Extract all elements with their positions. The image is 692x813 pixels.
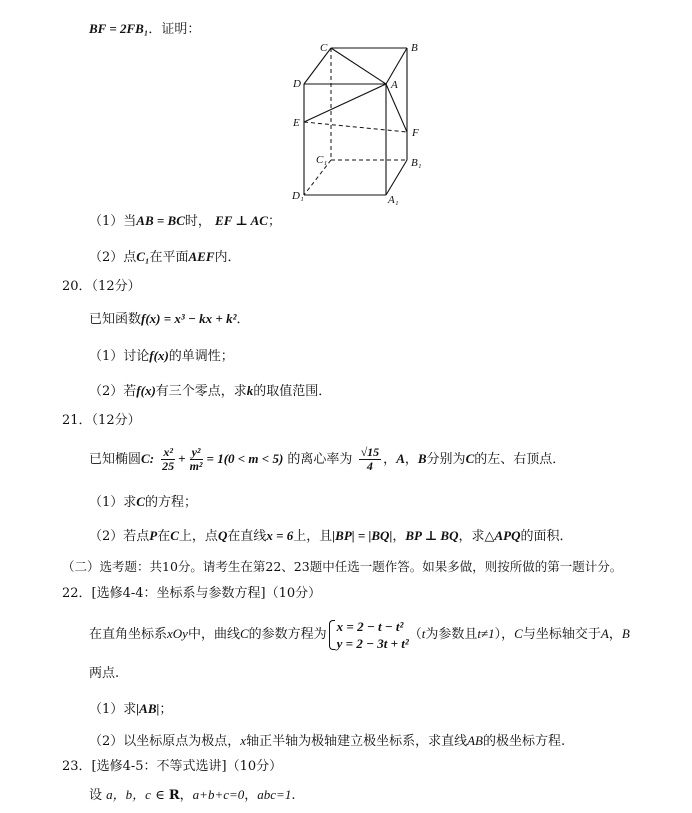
q21-header: 21．（12分） — [62, 413, 141, 428]
q20-statement: 已知函数f(x) = x³ − kx + k²． — [89, 311, 250, 327]
label-B1: B₁ — [411, 157, 422, 169]
param-system: x = 2 − t − t² y = 2 − 3t + t² — [327, 618, 409, 652]
q19-intro: BF = 2FB₁．证明： — [89, 21, 201, 37]
label-B: B — [411, 42, 418, 54]
q22-statement-cont: 两点. — [89, 666, 120, 681]
label-E: E — [293, 117, 300, 129]
q22-statement: 在直角坐标系xOy中，曲线C的参数方程为 x = 2 − t − t² y = 2 − 3t + t² （t为参数且t≠1），C与坐标轴交于A，B — [89, 618, 630, 651]
label-D1: D₁ — [292, 190, 304, 202]
q23-statement: 设 a，b，c ∈ R，a+b+c=0，abc=1. — [89, 787, 296, 803]
frac-ecc: $\frac{√15}{4}$ — [360, 445, 380, 473]
label-C: C — [320, 42, 328, 54]
q21-part1: （1）求C的方程； — [89, 494, 197, 510]
q19-condition: BF = 2FB₁ — [89, 21, 149, 36]
label-A1: A₁ — [388, 194, 399, 206]
q22-part1: （1）求|AB|； — [89, 701, 173, 717]
q22-part2: （2）以坐标原点为极点，x轴正半轴为极轴建立极坐标系，求直线AB的极坐标方程. — [89, 733, 566, 749]
label-A: A — [391, 79, 398, 91]
q19-part1: （1）当AB = BC时， EF ⊥ AC； — [89, 213, 281, 229]
label-C1: C₁ — [316, 154, 328, 166]
label-D: D — [293, 78, 301, 90]
frac-y2: $\frac{\text{y²}}{\text{m²}}$ — [189, 445, 203, 473]
optional-note: （二）选考题：共10分。请考生在第22、23题中任选一题作答。如果多做，则按所做的第一题计分。 — [62, 559, 623, 574]
q19-part2: （2）点C₁在平面AEF内． — [89, 249, 241, 265]
q21-part2: （2）若点P在C上，点Q在直线x = 6上，且|BP| = |BQ|，BP ⊥ BQ，求△APQ的面积． — [89, 528, 573, 544]
q20-header: 20．（12分） — [62, 279, 141, 294]
label-F: F — [412, 127, 419, 139]
q23-header: 23．[选修4-5：不等式选讲]（10分） — [62, 759, 283, 774]
q20-part2: （2）若f(x)有三个零点，求k的取值范围． — [89, 383, 332, 399]
q22-header: 22．[选修4-4：坐标系与参数方程]（10分） — [62, 586, 322, 601]
frac-x2: $\frac{\text{x²}}{25}$ — [162, 445, 175, 473]
q20-part1: （1）讨论f(x)的单调性； — [89, 348, 234, 364]
q21-statement: 已知椭圆C: $\frac{\text{x²}}{25}$ + $\frac{\text{y²}}{\text{m²}}$ = 1(0 < m < 5) 的离心率为 $\frac{√15}{4}$ ，A，B分别为C的左、右顶点． — [89, 445, 566, 473]
